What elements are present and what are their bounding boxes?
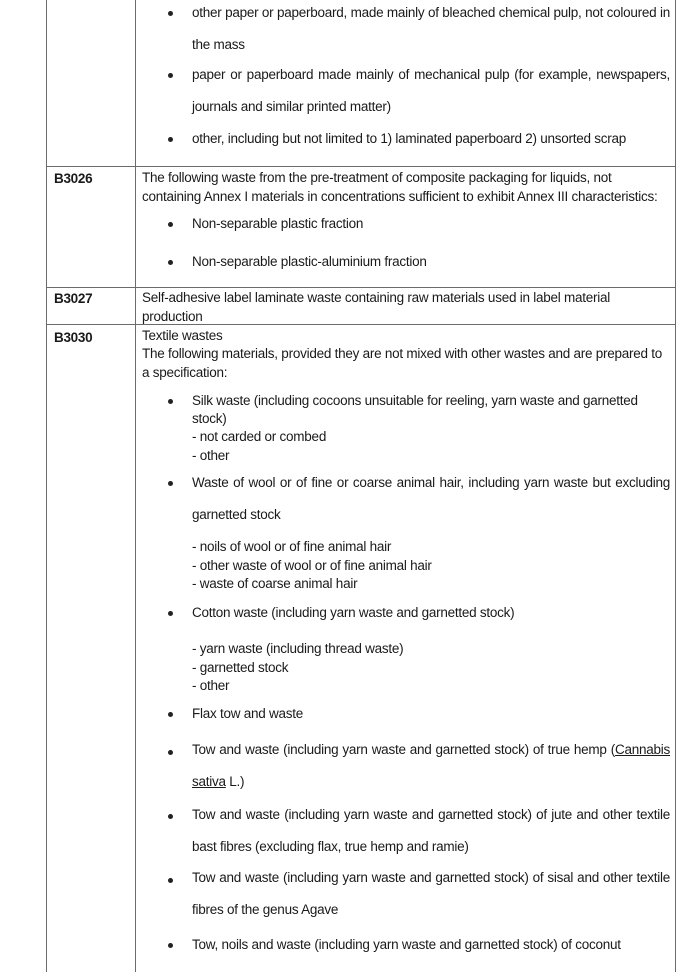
bullet-icon [168, 11, 173, 16]
row-description: The following waste from the pre-treatment of composite packaging for liquids, not containing Annex I materials in concentrations sufficient to exhibit Annex III characteristics: [142, 170, 658, 204]
waste-code: B3026 [54, 171, 93, 186]
table-column-divider [135, 0, 136, 972]
row-divider [46, 287, 676, 288]
sub-list: - not carded or combed - other [192, 429, 327, 463]
list-item: Non-separable plastic-aluminium fraction [192, 254, 427, 269]
bullet-icon [168, 73, 173, 78]
list-item: Tow, noils and waste (including yarn waste and garnetted stock) of coconut [192, 937, 621, 952]
sub-list: - yarn waste (including thread waste) - garnetted stock - other [192, 641, 404, 693]
bullet-icon [168, 814, 173, 819]
list-item: Tow and waste (including yarn waste and garnetted stock) of sisal and other textile fibres of the genus Agave [192, 870, 670, 917]
list-item: Cotton waste (including yarn waste and garnetted stock) [192, 605, 515, 620]
bullet-icon [168, 878, 173, 883]
bullet-icon [168, 712, 173, 717]
list-item: other, including but not limited to 1) laminated paperboard 2) unsorted scrap [192, 131, 627, 146]
list-item: Non-separable plastic fraction [192, 216, 364, 231]
bullet-icon [168, 611, 173, 616]
bullet-icon [168, 750, 173, 755]
species-name: Cannabis sativa [192, 742, 670, 789]
row-description: Self-adhesive label laminate waste containing raw materials used in label material production [142, 290, 611, 324]
list-item: Silk waste (including cocoons unsuitable for reeling, yarn waste and garnetted stock) [192, 393, 638, 426]
bullet-icon [168, 260, 173, 265]
row-title: Textile wastes [142, 328, 223, 343]
waste-code: B3030 [54, 330, 93, 345]
bullet-icon [168, 943, 173, 948]
waste-code: B3027 [54, 291, 93, 306]
sub-list: - noils of wool or of fine animal hair - other waste of wool or of fine animal hair - waste of coarse animal hair [192, 539, 432, 591]
bullet-icon [168, 481, 173, 486]
table-right-border [675, 0, 676, 972]
waste-table [46, 0, 676, 972]
bullet-icon [168, 399, 173, 404]
row-description: The following materials, provided they are not mixed with other wastes and are prepared to a specification: [142, 346, 663, 380]
list-item: Tow and waste (including yarn waste and garnetted stock) of true hemp (Cannabis sativa L.) [192, 742, 670, 789]
list-item: Waste of wool or of fine or coarse animal hair, including yarn waste but excluding garnetted stock [192, 475, 670, 522]
bullet-icon [168, 222, 173, 227]
list-item: Tow and waste (including yarn waste and garnetted stock) of jute and other textile bast fibres (excluding flax, true hemp and ramie) [192, 807, 670, 854]
table-left-border [46, 0, 47, 972]
list-item: other paper or paperboard, made mainly of bleached chemical pulp, not coloured in the mass [192, 5, 670, 52]
list-item: Flax tow and waste [192, 706, 304, 721]
list-item: paper or paperboard made mainly of mechanical pulp (for example, newspapers, journals and similar printed matter) [192, 67, 670, 114]
bullet-icon [168, 137, 173, 142]
row-divider [46, 166, 676, 167]
